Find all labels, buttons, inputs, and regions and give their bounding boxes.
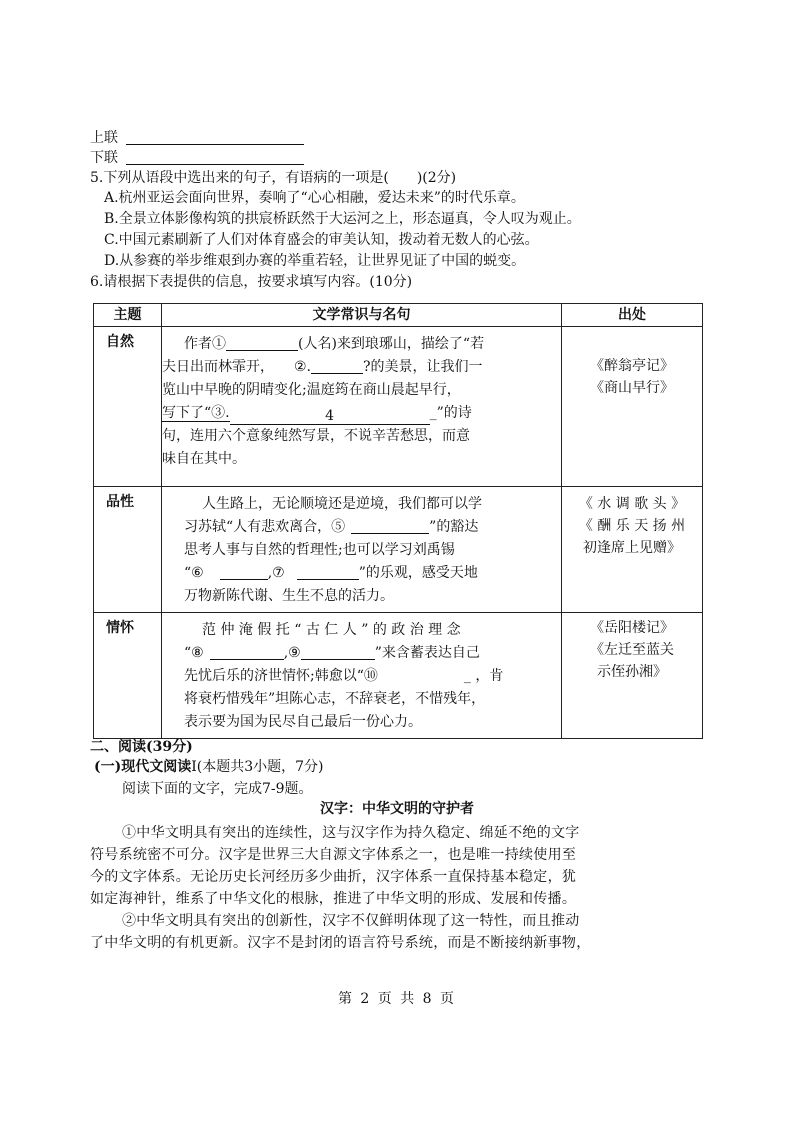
content-line: 味自在其中。 <box>162 451 246 467</box>
content-line: 写下了“③. 4 _”的诗 <box>162 405 472 424</box>
couplet-lower <box>90 148 304 168</box>
content-line: 将衰朽惜残年”坦陈心志，不辞衰老，不惜残年， <box>184 691 486 707</box>
row-content <box>162 487 562 613</box>
header-content: 文学常识与名句 <box>162 304 562 327</box>
content-line: “⑥ ,⑦ ”的乐观，感受天地 <box>184 565 478 581</box>
row-content <box>162 327 562 487</box>
answer-blank-1[interactable] <box>226 334 298 351</box>
row-source <box>562 613 703 739</box>
passage-p2-line: 了中华文明的有机更新。汉字不是封闭的语言符号系统，而是不断接纳新事物， <box>90 935 591 951</box>
row-content <box>162 613 562 739</box>
content-line: 思考人事与自然的哲理性;也可以学习刘禹锡 <box>184 542 455 558</box>
table-row <box>94 613 703 739</box>
content-line: 习苏轼“人有悲欢离合，⑤ ”的豁达 <box>184 519 479 535</box>
q6-stem: 6.请根据下表提供的信息，按要求填写内容。(10分) <box>90 274 413 290</box>
source-line: 《 酬 乐 天 扬 州 <box>578 518 686 534</box>
answer-blank-10[interactable] <box>386 667 464 683</box>
literature-table <box>93 303 703 739</box>
answer-blank-5[interactable] <box>351 517 429 534</box>
answer-blank-9[interactable] <box>301 643 375 660</box>
q5-option-b: B.全景立体影像构筑的拱宸桥跃然于大运河之上，形态逼真，令人叹为观止。 <box>104 211 581 227</box>
passage-title: 汉字：中华文明的守护者 <box>320 801 474 817</box>
source-line: 《左迁至蓝关 <box>590 642 674 658</box>
content-line: 夫日出而林霏开， ②. ?的美景，让我们一 <box>162 359 483 375</box>
reading-instruction: 阅读下面的文字，完成7-9题。 <box>122 781 313 797</box>
passage-p1-line: 符号系统密不可分。汉字是世界三大自源文字体系之一，也是唯一持续使用至 <box>90 847 577 863</box>
content-line: 句，连用六个意象纯然写景，不说辛苦愁思，而意 <box>162 428 470 444</box>
passage-p1-line: ①中华文明具有突出的连续性，这与汉字作为持久稳定、绵延不绝的文字 <box>122 825 580 841</box>
source-line: 示侄孙湘》 <box>597 664 667 680</box>
q5-option-a: A.杭州亚运会面向世界，奏响了“心心相融，爱达未来”的时代乐章。 <box>104 190 525 206</box>
q5-stem: 5.下列从语段中选出来的句子，有语病的一项是( )(2分) <box>90 170 457 186</box>
couplet-upper-label: 上联 <box>90 130 118 146</box>
content-line: 范 仲 淹 假 托 “ 古 仁 人 ” 的 政 治 理 念 <box>202 622 461 638</box>
couplet-lower-label: 下联 <box>90 150 118 166</box>
couplet-lower-blank[interactable] <box>126 148 304 165</box>
q5-option-c: C.中国元素刷新了人们对体育盛会的审美认知，拨动着无数人的心弦。 <box>104 232 539 248</box>
row-source <box>562 327 703 487</box>
answer-blank-7[interactable] <box>297 563 359 580</box>
content-line: 人生路上，无论顺境还是逆境，我们都可以学 <box>202 496 482 512</box>
reading-section-title: 二、阅读(39分) <box>90 739 193 755</box>
source-line: 《 水 调 歌 头 》 <box>578 496 686 512</box>
couplet-upper-blank[interactable] <box>126 128 304 145</box>
source-line: 初逢席上见赠》 <box>583 540 681 556</box>
couplet-upper <box>90 128 304 148</box>
row-topic: 品性 <box>94 487 162 613</box>
row-source <box>562 487 703 613</box>
header-source: 出处 <box>562 304 703 327</box>
page-number: 第 2 页 共 8 页 <box>337 991 457 1007</box>
passage-p1-line: 如定海神针，维系了中华文化的根脉，推进了中华文明的形成、发展和传播。 <box>90 891 577 907</box>
table-header-row <box>94 304 703 327</box>
content-line: 览山中早晚的阴晴变化;温庭筠在商山晨起早行， <box>162 382 461 398</box>
passage-p1-line: 今的文字体系。无论历史长河经历多少曲折，汉字体系一直保持基本稳定，犹 <box>90 869 577 885</box>
content-line: 先忧后乐的济世情怀;韩愈以“⑩ _ ，肯 <box>184 668 504 684</box>
row-topic: 自然 <box>94 327 162 487</box>
content-line: “⑧ ,⑨ ”来含蓄表达自己 <box>184 645 480 661</box>
reading-part-heading: (一)现代文阅读Ⅰ(本题共3小题，7分) <box>94 759 324 775</box>
source-line: 《岳阳楼记》 <box>590 620 674 636</box>
content-line: 表示要为国为民尽自己最后一份心力。 <box>184 714 422 730</box>
answer-blank-6[interactable] <box>220 563 268 580</box>
answer-blank-2[interactable] <box>311 357 363 374</box>
q5-option-d: D.从参赛的举步维艰到办赛的举重若轻，让世界见证了中国的蜕变。 <box>104 253 526 269</box>
row-topic: 情怀 <box>94 613 162 739</box>
header-topic: 主题 <box>94 304 162 327</box>
source-line: 《醉翁亭记》 <box>590 358 674 374</box>
content-line: 作者① (人名)来到琅琊山，描绘了“若 <box>184 336 485 352</box>
table-row <box>94 327 703 487</box>
source-line: 《商山早行》 <box>590 380 674 396</box>
answer-blank-3[interactable]: 4 <box>230 408 430 425</box>
answer-blank-8[interactable] <box>210 643 284 660</box>
content-line: 万物新陈代谢、生生不息的活力。 <box>184 588 394 604</box>
table-row <box>94 487 703 613</box>
passage-p2-line: ②中华文明具有突出的创新性，汉字不仅鲜明体现了这一特性，而且推动 <box>122 913 580 929</box>
